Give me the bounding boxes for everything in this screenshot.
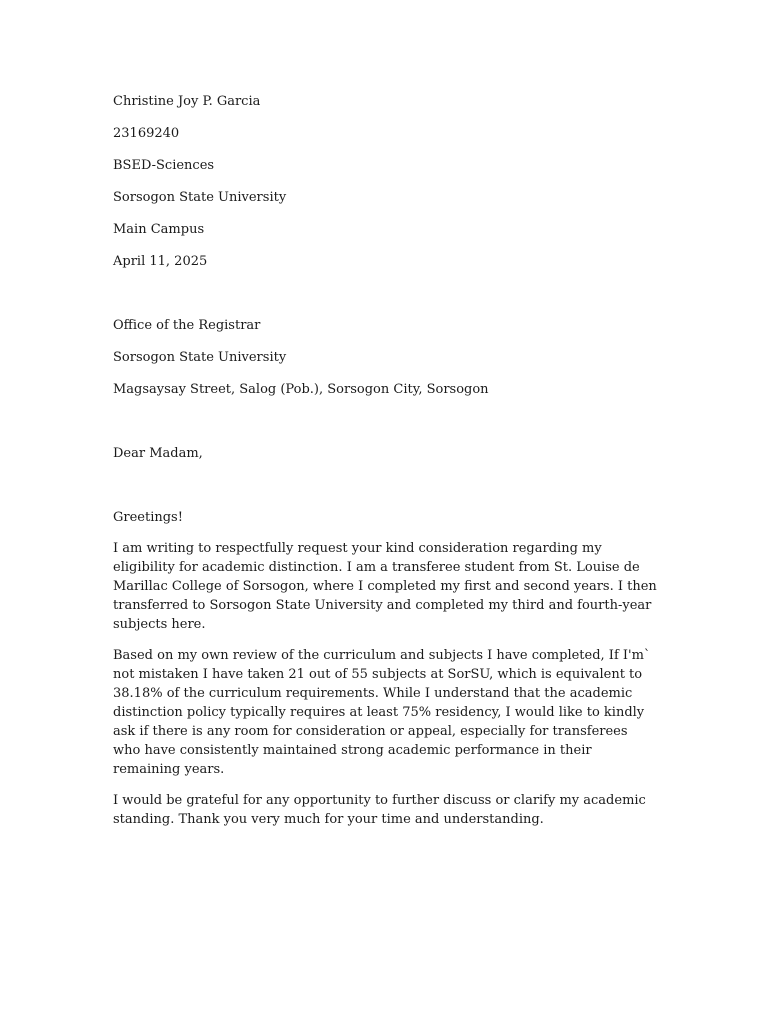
recipient-block: [113, 316, 658, 399]
sender-name: Christine Joy P. Garcia: [113, 94, 261, 109]
salutation: Dear Madam,: [113, 446, 203, 461]
sender-campus: Main Campus: [113, 222, 205, 237]
sender-student-id: 23169240: [113, 126, 180, 141]
body-paragraph-3: I would be grateful for any opportunity to further discuss or clarify my academic standing. Thank you very much for your time and understanding.: [113, 793, 646, 827]
sender-program: BSED-Sciences: [113, 158, 215, 173]
recipient-university: Sorsogon State University: [113, 350, 287, 365]
recipient-office: Office of the Registrar: [113, 318, 261, 333]
recipient-address: Magsaysay Street, Salog (Pob.), Sorsogon City, Sorsogon: [113, 382, 489, 397]
greeting: Greetings!: [113, 510, 183, 525]
letter-date: April 11, 2025: [113, 254, 208, 269]
sender-block: [113, 92, 658, 271]
letter-document: [113, 92, 658, 829]
sender-university: Sorsogon State University: [113, 190, 287, 205]
body-paragraph-1: I am writing to respectfully request your kind consideration regarding my eligibility for academic distinction. I am a transferee student from St. Louise de Marillac College of Sorsogon, where I completed my first and second years. I then transferred to Sorsogon State University and completed my third and fourth-year subjects here.: [113, 541, 657, 632]
body-paragraph-2: Based on my own review of the curriculum and subjects I have completed, If I'm` not mistaken I have taken 21 out of 55 subjects at SorSU, which is equivalent to 38.18% of the curriculum requirements. While I understand that the academic distinction policy typically requires at least 75% residency, I would like to kindly ask if there is any room for consideration or appeal, especially for transferees who have consistently maintained strong academic performance in their remaining years.: [113, 648, 651, 777]
